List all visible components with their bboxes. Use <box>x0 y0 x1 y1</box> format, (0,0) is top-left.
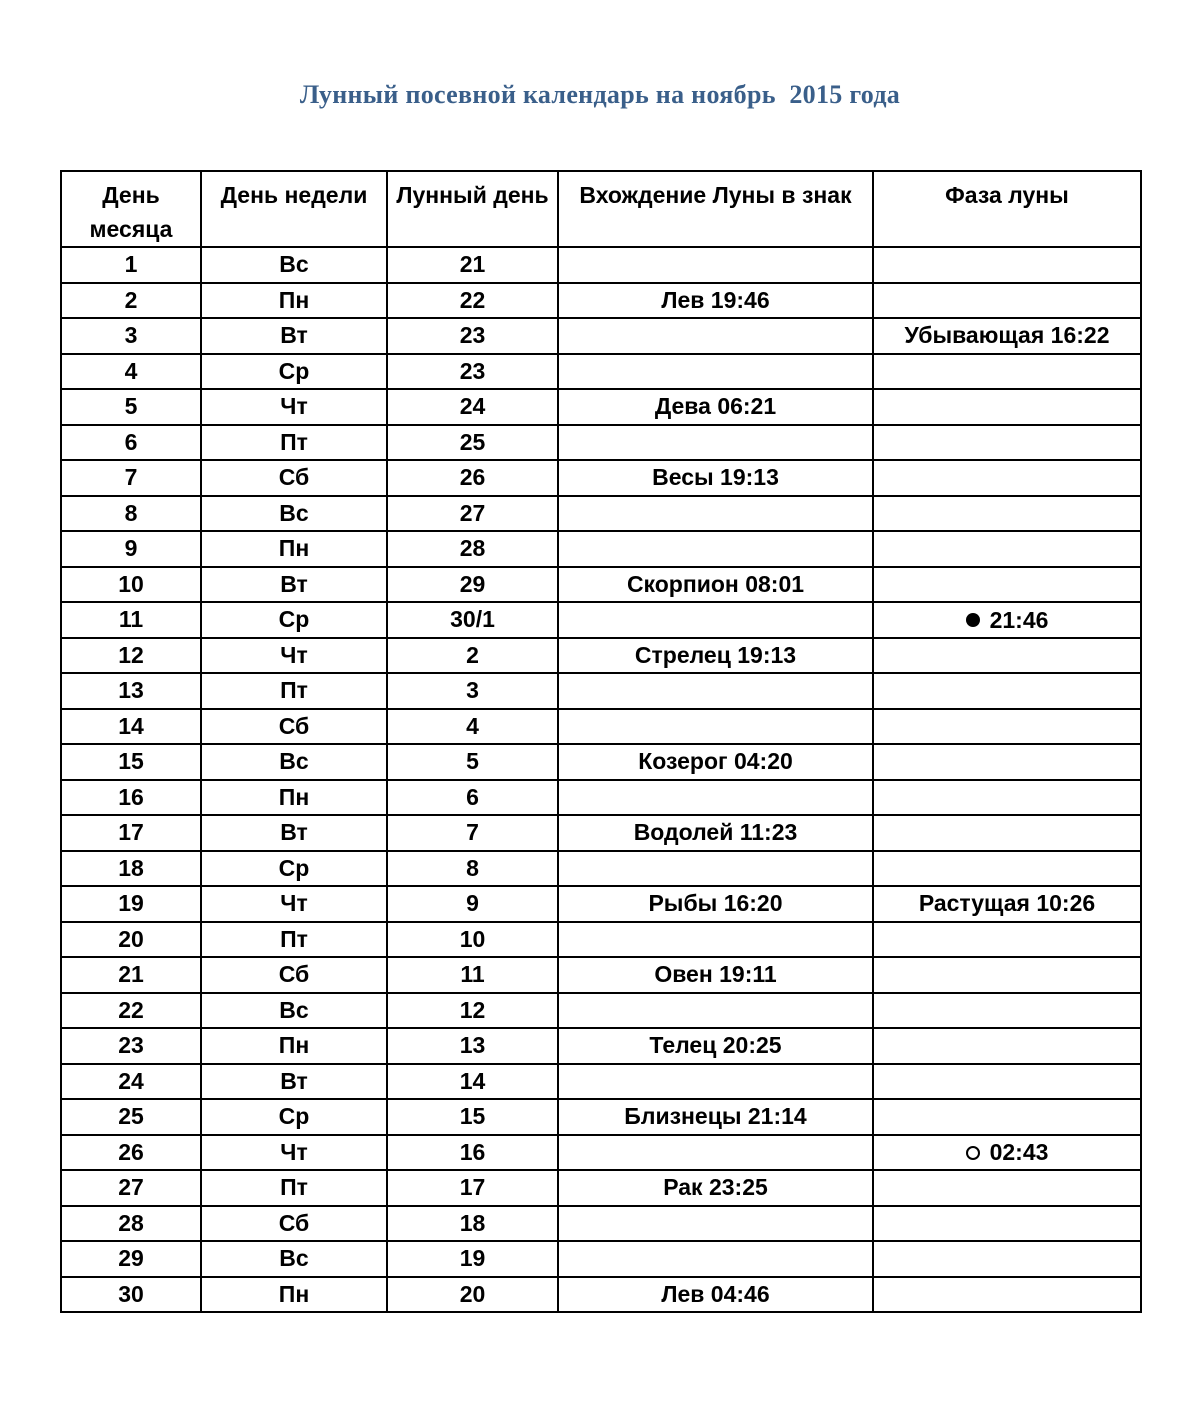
table-row <box>61 851 1141 887</box>
day-of-month-cell: 21 <box>61 957 201 993</box>
lunar-day-cell: 28 <box>387 531 558 567</box>
moon-phase-cell <box>873 993 1141 1029</box>
moon-phase-cell <box>873 1028 1141 1064</box>
moon-phase-cell <box>873 957 1141 993</box>
table-row <box>61 886 1141 922</box>
moon-sign-cell <box>558 496 873 532</box>
day-of-month-cell: 22 <box>61 993 201 1029</box>
lunar-day-cell: 5 <box>387 744 558 780</box>
day-of-month-cell: 2 <box>61 283 201 319</box>
day-of-month-cell: 3 <box>61 318 201 354</box>
lunar-day-cell: 29 <box>387 567 558 603</box>
day-of-month-cell: 14 <box>61 709 201 745</box>
moon-phase-cell <box>873 851 1141 887</box>
day-of-month-cell: 28 <box>61 1206 201 1242</box>
lunar-day-cell: 4 <box>387 709 558 745</box>
moon-phase-cell <box>873 1170 1141 1206</box>
lunar-day-cell: 8 <box>387 851 558 887</box>
day-of-month-cell: 19 <box>61 886 201 922</box>
table-body <box>61 247 1141 1312</box>
table-row <box>61 1206 1141 1242</box>
day-of-month-cell: 9 <box>61 531 201 567</box>
table-row <box>61 283 1141 319</box>
weekday-cell: Пн <box>201 1028 387 1064</box>
table-row <box>61 1241 1141 1277</box>
day-of-month-cell: 25 <box>61 1099 201 1135</box>
moon-sign-cell: Рыбы 16:20 <box>558 886 873 922</box>
lunar-day-cell: 16 <box>387 1135 558 1171</box>
lunar-day-cell: 19 <box>387 1241 558 1277</box>
lunar-day-cell: 17 <box>387 1170 558 1206</box>
lunar-day-cell: 18 <box>387 1206 558 1242</box>
moon-phase-cell <box>873 673 1141 709</box>
weekday-cell: Вс <box>201 993 387 1029</box>
lunar-day-cell: 15 <box>387 1099 558 1135</box>
table-row <box>61 318 1141 354</box>
moon-sign-cell <box>558 780 873 816</box>
weekday-cell: Вт <box>201 815 387 851</box>
weekday-cell: Вс <box>201 744 387 780</box>
weekday-cell: Пт <box>201 922 387 958</box>
day-of-month-cell: 16 <box>61 780 201 816</box>
moon-phase-cell <box>873 744 1141 780</box>
lunar-day-cell: 24 <box>387 389 558 425</box>
lunar-day-cell: 26 <box>387 460 558 496</box>
lunar-day-cell: 23 <box>387 318 558 354</box>
weekday-cell: Ср <box>201 851 387 887</box>
day-of-month-cell: 18 <box>61 851 201 887</box>
new-moon-icon <box>966 613 980 627</box>
moon-sign-cell <box>558 1064 873 1100</box>
day-of-month-cell: 30 <box>61 1277 201 1313</box>
weekday-cell: Пн <box>201 531 387 567</box>
table-row <box>61 744 1141 780</box>
weekday-cell: Пт <box>201 673 387 709</box>
moon-sign-cell <box>558 247 873 283</box>
moon-sign-cell: Рак 23:25 <box>558 1170 873 1206</box>
day-of-month-cell: 1 <box>61 247 201 283</box>
weekday-cell: Ср <box>201 354 387 390</box>
day-of-month-cell: 6 <box>61 425 201 461</box>
weekday-cell: Сб <box>201 709 387 745</box>
weekday-cell: Сб <box>201 1206 387 1242</box>
moon-phase-cell <box>873 1135 1141 1171</box>
day-of-month-cell: 10 <box>61 567 201 603</box>
moon-sign-cell <box>558 354 873 390</box>
day-of-month-cell: 29 <box>61 1241 201 1277</box>
lunar-day-cell: 27 <box>387 496 558 532</box>
moon-sign-cell <box>558 673 873 709</box>
day-of-month-cell: 27 <box>61 1170 201 1206</box>
weekday-cell: Сб <box>201 460 387 496</box>
moon-phase-cell <box>873 709 1141 745</box>
weekday-cell: Пн <box>201 283 387 319</box>
moon-phase-content <box>966 606 1049 633</box>
page-title: Лунный посевной календарь на ноябрь 2015 года <box>299 80 901 109</box>
moon-sign-cell <box>558 1241 873 1277</box>
weekday-cell: Чт <box>201 1135 387 1171</box>
table-row <box>61 709 1141 745</box>
weekday-cell: Вс <box>201 1241 387 1277</box>
moon-sign-cell <box>558 531 873 567</box>
lunar-day-cell: 3 <box>387 673 558 709</box>
header-day-of-month: День месяца <box>61 171 201 247</box>
weekday-cell: Вс <box>201 247 387 283</box>
moon-phase-cell <box>873 1064 1141 1100</box>
table-row <box>61 1099 1141 1135</box>
lunar-day-cell: 13 <box>387 1028 558 1064</box>
moon-phase-cell <box>873 531 1141 567</box>
weekday-cell: Вт <box>201 567 387 603</box>
lunar-day-cell: 22 <box>387 283 558 319</box>
moon-phase-cell <box>873 496 1141 532</box>
lunar-day-cell: 6 <box>387 780 558 816</box>
moon-phase-cell <box>873 283 1141 319</box>
moon-phase-time: 02:43 <box>989 1139 1049 1165</box>
lunar-day-cell: 7 <box>387 815 558 851</box>
table-row <box>61 1135 1141 1171</box>
moon-sign-cell: Козерог 04:20 <box>558 744 873 780</box>
moon-phase-cell <box>873 247 1141 283</box>
moon-phase-cell <box>873 1099 1141 1135</box>
moon-phase-cell: Растущая 10:26 <box>873 886 1141 922</box>
header-moon-phase: Фаза луны <box>873 171 1141 247</box>
table-row <box>61 780 1141 816</box>
day-of-month-cell: 26 <box>61 1135 201 1171</box>
moon-sign-cell <box>558 922 873 958</box>
moon-sign-cell <box>558 1206 873 1242</box>
moon-phase-content <box>966 1141 1049 1164</box>
weekday-cell: Ср <box>201 602 387 638</box>
weekday-cell: Чт <box>201 638 387 674</box>
lunar-day-cell: 2 <box>387 638 558 674</box>
moon-sign-cell: Скорпион 08:01 <box>558 567 873 603</box>
header-lunar-day: Лунный день <box>387 171 558 247</box>
moon-sign-cell: Овен 19:11 <box>558 957 873 993</box>
table-row <box>61 1028 1141 1064</box>
day-of-month-cell: 15 <box>61 744 201 780</box>
moon-phase-cell: Убывающая 16:22 <box>873 318 1141 354</box>
lunar-day-cell: 14 <box>387 1064 558 1100</box>
moon-sign-cell <box>558 602 873 638</box>
moon-phase-cell <box>873 460 1141 496</box>
weekday-cell: Вс <box>201 496 387 532</box>
day-of-month-cell: 7 <box>61 460 201 496</box>
table-row <box>61 673 1141 709</box>
full-moon-icon <box>966 1146 980 1160</box>
moon-sign-cell: Стрелец 19:13 <box>558 638 873 674</box>
moon-phase-time: 21:46 <box>989 606 1049 633</box>
day-of-month-cell: 8 <box>61 496 201 532</box>
table-row <box>61 247 1141 283</box>
table-row <box>61 389 1141 425</box>
lunar-day-cell: 20 <box>387 1277 558 1313</box>
lunar-day-cell: 10 <box>387 922 558 958</box>
moon-sign-cell: Лев 04:46 <box>558 1277 873 1313</box>
moon-phase-cell <box>873 1277 1141 1313</box>
weekday-cell: Вт <box>201 1064 387 1100</box>
header-moon-sign: Вхождение Луны в знак <box>558 171 873 247</box>
moon-sign-cell <box>558 1135 873 1171</box>
day-of-month-cell: 5 <box>61 389 201 425</box>
day-of-month-cell: 23 <box>61 1028 201 1064</box>
table-row <box>61 1277 1141 1313</box>
table-row <box>61 602 1141 638</box>
moon-sign-cell <box>558 425 873 461</box>
moon-phase-cell <box>873 389 1141 425</box>
moon-sign-cell <box>558 851 873 887</box>
lunar-day-cell: 30/1 <box>387 602 558 638</box>
moon-sign-cell: Дева 06:21 <box>558 389 873 425</box>
lunar-day-cell: 23 <box>387 354 558 390</box>
table-row <box>61 957 1141 993</box>
moon-sign-cell <box>558 709 873 745</box>
weekday-cell: Пт <box>201 1170 387 1206</box>
moon-sign-cell <box>558 993 873 1029</box>
lunar-day-cell: 9 <box>387 886 558 922</box>
moon-phase-cell <box>873 354 1141 390</box>
day-of-month-cell: 24 <box>61 1064 201 1100</box>
table-row <box>61 1170 1141 1206</box>
moon-phase-cell <box>873 638 1141 674</box>
weekday-cell: Пт <box>201 425 387 461</box>
table-row <box>61 993 1141 1029</box>
weekday-cell: Пн <box>201 780 387 816</box>
lunar-day-cell: 11 <box>387 957 558 993</box>
table-row <box>61 567 1141 603</box>
lunar-day-cell: 25 <box>387 425 558 461</box>
table-row <box>61 922 1141 958</box>
lunar-calendar-table <box>60 170 1142 1313</box>
lunar-day-cell: 12 <box>387 993 558 1029</box>
table-row <box>61 815 1141 851</box>
day-of-month-cell: 13 <box>61 673 201 709</box>
moon-sign-cell <box>558 318 873 354</box>
moon-phase-cell <box>873 567 1141 603</box>
table-row <box>61 425 1141 461</box>
table-row <box>61 1064 1141 1100</box>
moon-phase-cell <box>873 1241 1141 1277</box>
moon-sign-cell: Телец 20:25 <box>558 1028 873 1064</box>
moon-sign-cell: Водолей 11:23 <box>558 815 873 851</box>
day-of-month-cell: 4 <box>61 354 201 390</box>
weekday-cell: Пн <box>201 1277 387 1313</box>
moon-phase-cell <box>873 815 1141 851</box>
table-row <box>61 638 1141 674</box>
weekday-cell: Вт <box>201 318 387 354</box>
weekday-cell: Чт <box>201 886 387 922</box>
moon-sign-cell: Близнецы 21:14 <box>558 1099 873 1135</box>
header-row <box>61 171 1141 247</box>
moon-sign-cell: Лев 19:46 <box>558 283 873 319</box>
weekday-cell: Ср <box>201 1099 387 1135</box>
day-of-month-cell: 12 <box>61 638 201 674</box>
header-weekday: День недели <box>201 171 387 247</box>
table-row <box>61 354 1141 390</box>
day-of-month-cell: 11 <box>61 602 201 638</box>
moon-phase-cell <box>873 602 1141 638</box>
moon-phase-cell <box>873 425 1141 461</box>
table-row <box>61 531 1141 567</box>
moon-phase-cell <box>873 780 1141 816</box>
lunar-day-cell: 21 <box>387 247 558 283</box>
weekday-cell: Сб <box>201 957 387 993</box>
table-row <box>61 496 1141 532</box>
moon-phase-cell <box>873 922 1141 958</box>
moon-phase-cell <box>873 1206 1141 1242</box>
weekday-cell: Чт <box>201 389 387 425</box>
day-of-month-cell: 17 <box>61 815 201 851</box>
table-row <box>61 460 1141 496</box>
day-of-month-cell: 20 <box>61 922 201 958</box>
moon-sign-cell: Весы 19:13 <box>558 460 873 496</box>
